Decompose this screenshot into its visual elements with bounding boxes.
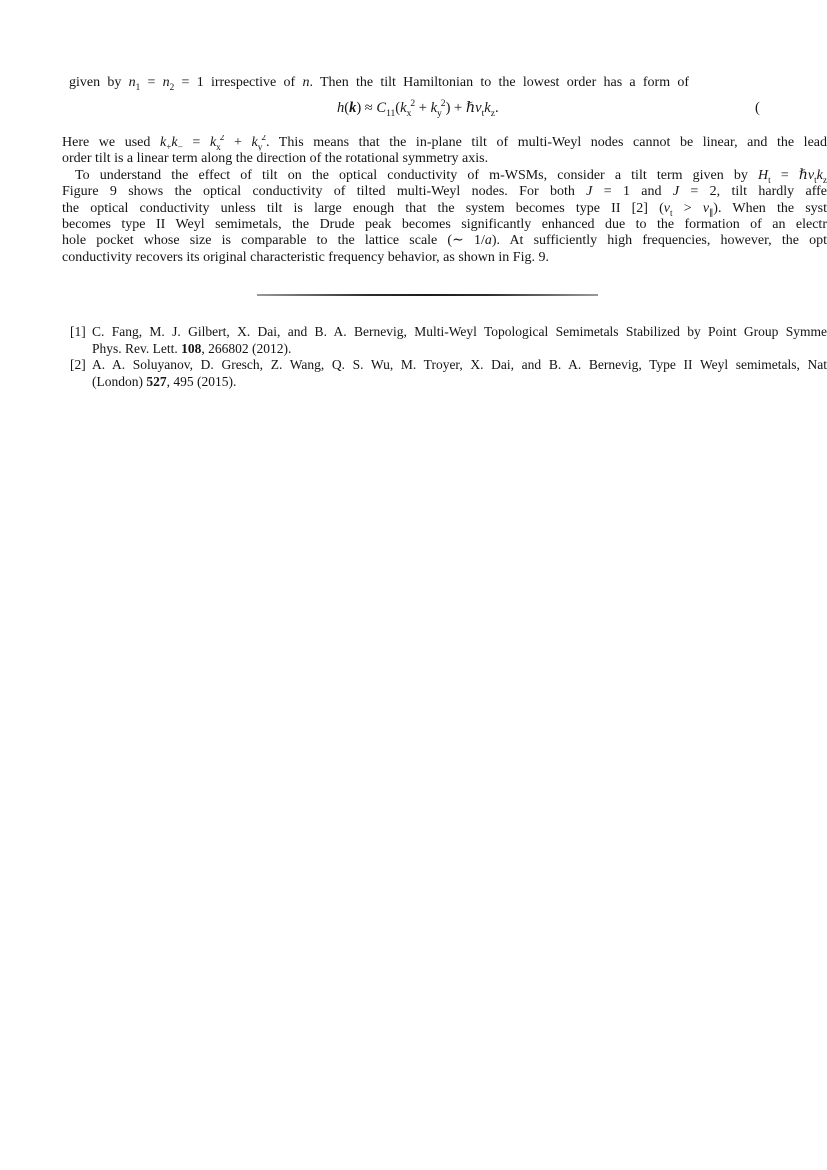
references-section — [70, 324, 827, 390]
paragraph-line: conductivity recovers its original characteristic frequency behavior, as shown in Fig. 9. — [62, 249, 549, 265]
reference-line: A. A. Soluyanov, D. Gresch, Z. Wang, Q. S. Wu, M. Troyer, X. Dai, and B. A. Bernevig, Type II Weyl semimetals, Nat — [92, 357, 827, 372]
reference-item — [70, 324, 827, 357]
reference-item — [70, 357, 827, 390]
body-text — [62, 135, 827, 266]
reference-line: C. Fang, M. J. Gilbert, X. Dai, and B. A. Bernevig, Multi-Weyl Topological Semimetals Stabilized by Point Group Symme — [92, 324, 827, 339]
paragraph-line: becomes type II Weyl semimetals, the Drude peak becomes significantly enhanced due to the formation of an electr — [62, 216, 827, 232]
paragraph-line: hole pocket whose size is comparable to the lattice scale (∼ 1/a). At sufficiently high frequencies, however, the opt — [62, 233, 827, 249]
equation-formula: $h(k) \approx C_{11}(k_x^2 + k_y^2)$ + $\hbar v_tk_z$. — [337, 98, 499, 119]
references-divider — [257, 294, 598, 296]
equation-number-paren: ( — [755, 100, 760, 116]
reference-line: (London) 527, 495 (2015). — [92, 373, 237, 389]
intro-line: given by $n_1 = n_2 = 1$ irrespective of n. Then the tilt Hamiltonian to the lowest order has a form of — [69, 75, 689, 92]
reference-line: Phys. Rev. Lett. 108, 266802 (2012). — [92, 340, 292, 356]
paragraph-line: To understand the effect of tilt on the optical conductivity of m-WSMs, consider a tilt term given by $H_t$ = $\hbar v_tk_z$ — [75, 167, 827, 185]
display-equation — [0, 100, 827, 122]
paragraph-line: order tilt is a linear term along the direction of the rotational symmetry axis. — [62, 151, 489, 167]
reference-label: [2] — [70, 357, 86, 372]
paragraph-line: the optical conductivity unless tilt is large enough that the system becomes type II [2] $(v_t > v_\parallel)$. When the syst — [62, 200, 827, 217]
paragraph-line: Figure 9 shows the optical conductivity of tilted multi-Weyl nodes. For both J = 1 and J = 2, tilt hardly affe — [62, 184, 827, 200]
paragraph-line: Here we used $k_+k_- = k_x^2 + k_y^2$. This means that the in-plane tilt of multi-Weyl nodes cannot be linear, and the lead — [62, 135, 827, 152]
reference-label: [1] — [70, 324, 86, 339]
